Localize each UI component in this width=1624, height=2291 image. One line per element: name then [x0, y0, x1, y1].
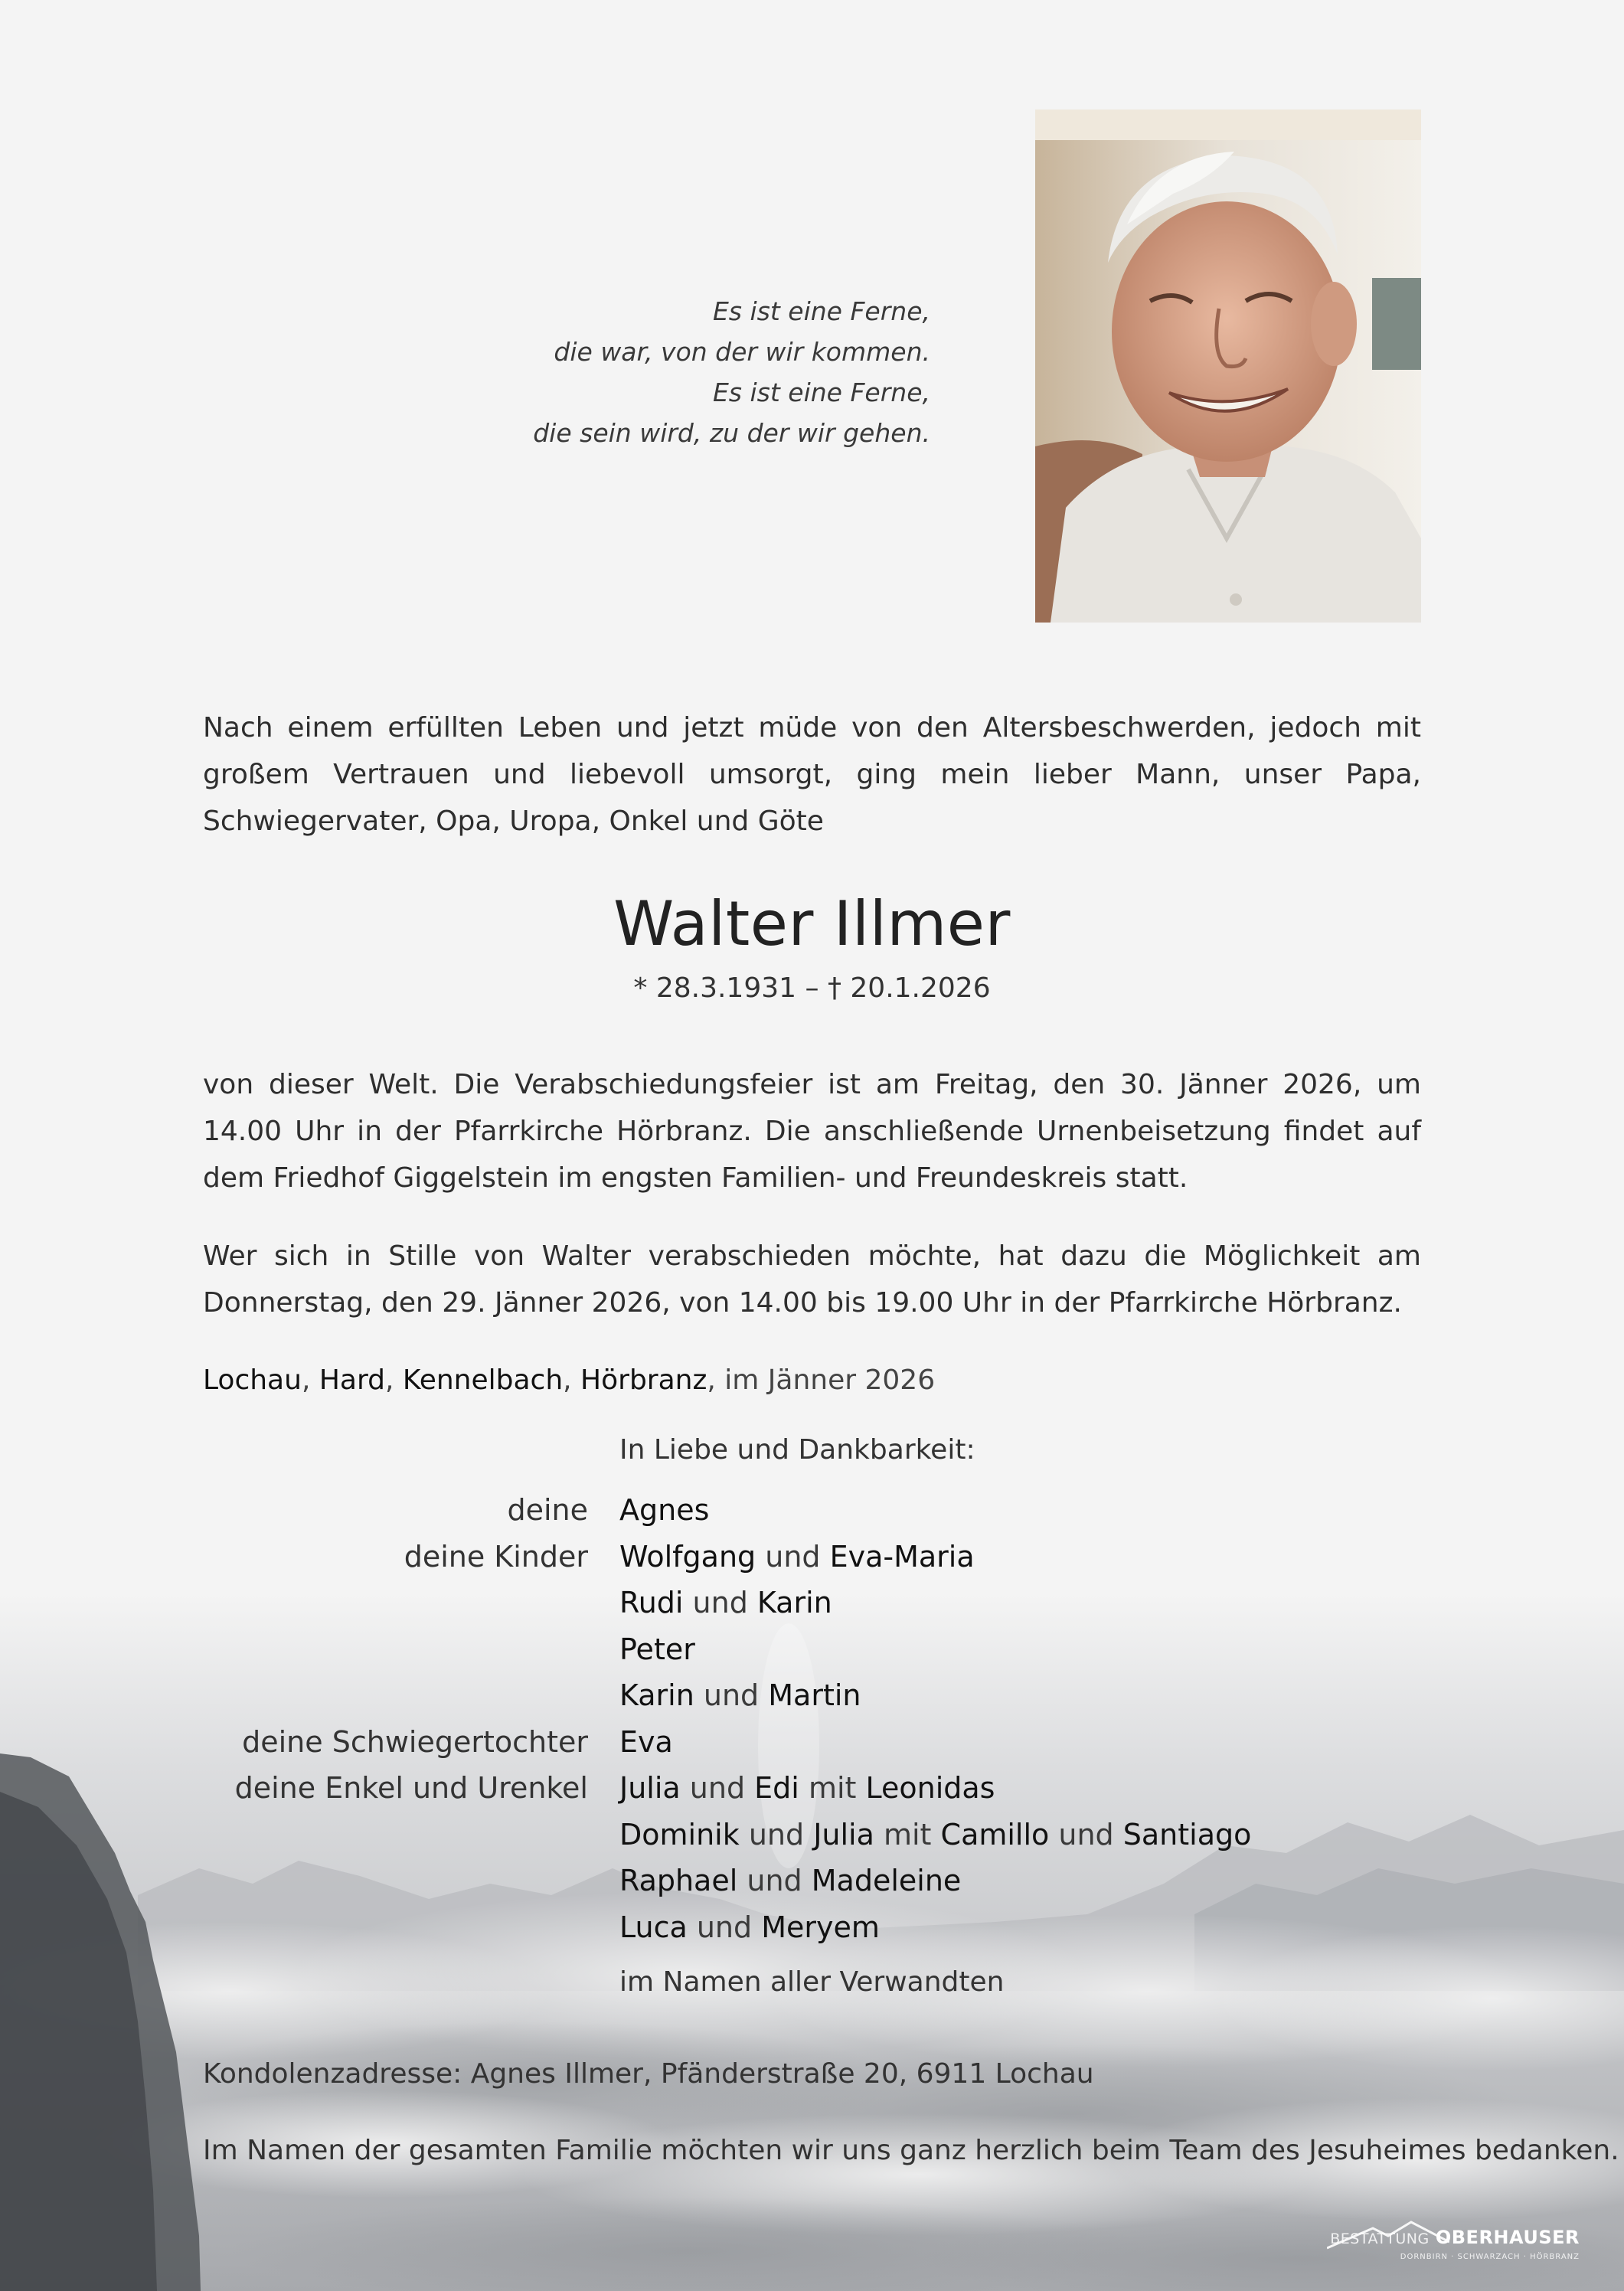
relation-label: deine Kinder	[404, 1539, 588, 1574]
mourner-row	[0, 1910, 1624, 1957]
mourners-heading: In Liebe und Dankbarkeit:	[619, 1434, 975, 1466]
mourner-name: Meryem	[761, 1910, 880, 1944]
mourner-row	[0, 1586, 1624, 1632]
mourner-name: Wolfgang	[619, 1539, 756, 1574]
mourner-row	[0, 1818, 1624, 1865]
mourner-names	[619, 1586, 832, 1619]
mourner-name: Julia	[619, 1771, 681, 1805]
logo-brand	[1330, 2227, 1580, 2248]
quote-line: die sein wird, zu der wir gehen.	[533, 418, 930, 448]
place: Kennelbach	[402, 1364, 564, 1396]
mourner-name: Julia	[813, 1817, 874, 1851]
mourner-name: Karin	[756, 1586, 832, 1619]
mourners-closing: im Namen aller Verwandten	[619, 1966, 1005, 1998]
mourner-name: Santiago	[1122, 1817, 1252, 1851]
place-separator: ,	[384, 1364, 403, 1396]
mourner-name: Peter	[619, 1632, 695, 1666]
places-line	[203, 1357, 935, 1404]
mourner-name: Edi	[754, 1771, 799, 1805]
funeral-home-logo	[1327, 2219, 1580, 2265]
mourner-name: Dominik	[619, 1817, 740, 1851]
mourner-name: Camillo	[940, 1817, 1050, 1851]
mourner-names	[619, 1864, 961, 1897]
mourner-name: Rudi	[619, 1586, 684, 1619]
quote-line: Es ist eine Ferne,	[712, 296, 930, 326]
name-connector: und	[739, 1817, 814, 1851]
mourner-names	[619, 1678, 861, 1712]
mourner-row	[0, 1493, 1624, 1540]
place: Lochau	[203, 1364, 302, 1396]
deceased-name: Walter Illmer	[613, 888, 1011, 959]
intro-paragraph: Nach einem erfüllten Leben und jetzt müde von den Altersbeschwerden, jedoch mit großem Vertrauen und liebevoll umsorgt, ging mein lieber Mann, unser Papa, Schwiegervater, Opa, Uropa, Onkel und Göte	[203, 712, 1421, 837]
mourner-name: Karin	[619, 1678, 694, 1712]
logo-locations: DORNBIRN · SCHWARZACH · HÖRBRANZ	[1400, 2253, 1580, 2261]
mourner-row	[0, 1678, 1624, 1725]
mourner-name: Madeleine	[811, 1864, 962, 1897]
mourner-name: Martin	[768, 1678, 861, 1712]
poem-quote	[429, 291, 930, 453]
relation-label: deine Schwiegertochter	[242, 1724, 588, 1759]
life-dates: * 28.3.1931 – † 20.1.2026	[633, 972, 991, 1004]
quote-line: Es ist eine Ferne,	[712, 377, 930, 407]
logo-name: OBERHAUSER	[1435, 2227, 1580, 2248]
relation-label: deine Enkel und Urenkel	[234, 1771, 588, 1805]
mourner-row	[0, 1864, 1624, 1910]
place: Hörbranz	[580, 1364, 707, 1396]
portrait-image	[1035, 109, 1421, 623]
name-connector: und	[756, 1539, 830, 1574]
mourner-names	[619, 1818, 1251, 1851]
relation-label: deine	[507, 1493, 588, 1527]
mourner-names	[619, 1493, 709, 1527]
name-connector: und	[683, 1586, 757, 1619]
name-connector: und	[1049, 1817, 1123, 1851]
mourner-name: Luca	[619, 1910, 688, 1944]
name-connector: mit	[874, 1817, 941, 1851]
portrait-photo	[1035, 109, 1421, 623]
mourner-row	[0, 1540, 1624, 1587]
place: Hard	[319, 1364, 385, 1396]
name-connector: und	[680, 1771, 755, 1805]
ceremony-paragraph: von dieser Welt. Die Verabschiedungsfeier ist am Freitag, den 30. Jänner 2026, um 14.00 Uhr in der Pfarrkirche Hörbranz. Die anschließende Urnenbeisetzung findet auf dem Friedhof Giggelstein im engsten Familien- und Freundeskreis statt.	[203, 1069, 1421, 1194]
thanks-line: Im Namen der gesamten Familie möchten wir uns ganz herzlich beim Team des Jesuheimes bedanken.	[203, 2135, 1619, 2166]
name-connector: und	[687, 1910, 762, 1944]
mourner-name: Eva	[619, 1724, 673, 1759]
mourner-names	[619, 1771, 995, 1805]
mourner-row	[0, 1632, 1624, 1679]
date-suffix: , im Jänner 2026	[707, 1364, 936, 1396]
logo-prefix: BESTATTUNG	[1330, 2231, 1430, 2247]
mourner-row	[0, 1771, 1624, 1818]
mourner-names	[619, 1910, 880, 1944]
place-separator: ,	[301, 1364, 319, 1396]
mourner-names	[619, 1632, 695, 1666]
condolence-address: Kondolenzadresse: Agnes Illmer, Pfänderstraße 20, 6911 Lochau	[203, 2058, 1094, 2090]
name-connector: und	[694, 1678, 769, 1712]
mourner-name: Raphael	[619, 1864, 738, 1897]
mourner-row	[0, 1725, 1624, 1772]
farewell-paragraph: Wer sich in Stille von Walter verabschieden möchte, hat dazu die Möglichkeit am Donnerstag, den 29. Jänner 2026, von 14.00 bis 19.00 Uhr in der Pfarrkirche Hörbranz.	[203, 1240, 1421, 1319]
name-connector: und	[737, 1864, 812, 1897]
place-separator: ,	[563, 1364, 581, 1396]
quote-line: die war, von der wir kommen.	[554, 337, 930, 367]
mourner-name: Eva-Maria	[829, 1539, 975, 1574]
mourner-names	[619, 1725, 673, 1759]
name-connector: mit	[799, 1771, 866, 1805]
mourner-names	[619, 1540, 975, 1574]
mourner-name: Leonidas	[865, 1771, 995, 1805]
mourner-name: Agnes	[619, 1493, 710, 1527]
